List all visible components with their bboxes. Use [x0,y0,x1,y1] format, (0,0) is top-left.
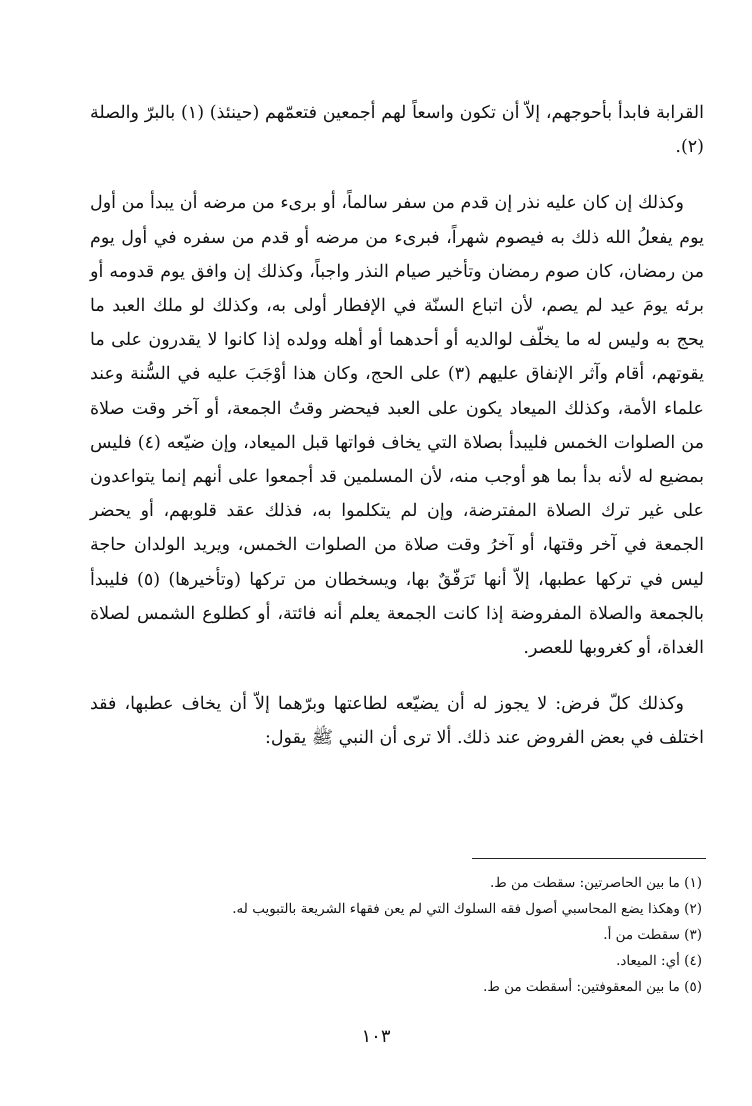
footnote-2: (٢) وهكذا يضع المحاسبي أصول فقه السلوك التي لم يعن فقهاء الشريعة بالتبويب له. [232,901,702,917]
paragraph-3: وكذلك كلّ فرض: لا يجوز له أن يضيّعه لطاعتها وبرّهما إلاّ أن يخاف عطبها، فقد اختلف في بعض الفروض عند ذلك. ألا ترى أن النبي ﷺ يقول: [90,694,704,749]
footnotes [90,870,702,1000]
page-number: ١٠٣ [361,1026,391,1047]
footnote-1: (١) ما بين الحاصرتين: سقطت من ط. [489,875,702,891]
paragraph-1: القرابة فابدأ بأحوجهم، إلاّ أن تكون واسعاً لهم أجمعين فتعمّهم (حينئذ) (١) بالبرّ والصلة (٢). [90,103,704,158]
footnote-4: (٤) أي: الميعاد. [616,953,702,969]
footnote-5: (٥) ما بين المعقوفتين: أسقطت من ط. [483,979,702,995]
footnote-3: (٣) سقطت من أ. [603,927,702,943]
paragraph-2: وكذلك إن كان عليه نذر إن قدم من سفر سالماً، أو برىء من مرضه أن يبدأ من أول يوم يفعلُ الله ذلك به فيصوم شهراً، فبرىء من مرضه أو قدم من سفره في أول يوم من رمضان، كان صوم رمضان وتأخير صيام النذر واجباً، وكذلك إن وافق يوم قدومه أو برئه يومَ عيد لم يصم، لأن اتباع السنّة في الإفطار أولى به، وكذلك لو ملك العبد ما يحج به وليس له ما يخلّف لوالديه أو أحدهما أو أهله وولده إذا كانوا لا يقدرون على ما يقوتهم، أقام وآثر الإنفاق عليهم (٣) على الحج، وكان هذا أوْجَبَ عليه في السُّنة وعند علماء الأمة، وكذلك الميعاد يكون على العبد فيحضر وقتُ الجمعة، أو آخر وقت صلاة من الصلوات الخمس فليبدأ بصلاة التي يخاف فواتها قبل الميعاد، وإن ضيّعه (٤) فليس بمضيع له لأنه بدأ بما هو أوجب منه، لأن المسلمين قد أجمعوا على أنهم إنما يتواعدون على غير ترك الصلاة المفترضة، وإن لم يتكلموا به، فذلك عقد قلوبهم، أو يحضر الجمعة في آخر وقتها، أو آخرُ وقت صلاة من الصلوات الخمس، ويريد الولدان حاجة ليس في تركها عطبها، إلاّ أنها تَرَفّقٌ بها، ويسخطان من تركها (وتأخيرها) (٥) فليبدأ بالجمعة والصلاة المفروضة إذا كانت الجمعة يعلم أنه فائتة، أو كطلوع الشمس لصلاة الغداة، أو كغروبها للعصر. [90,193,704,659]
footnote-separator [472,858,706,859]
main-text [90,96,704,756]
